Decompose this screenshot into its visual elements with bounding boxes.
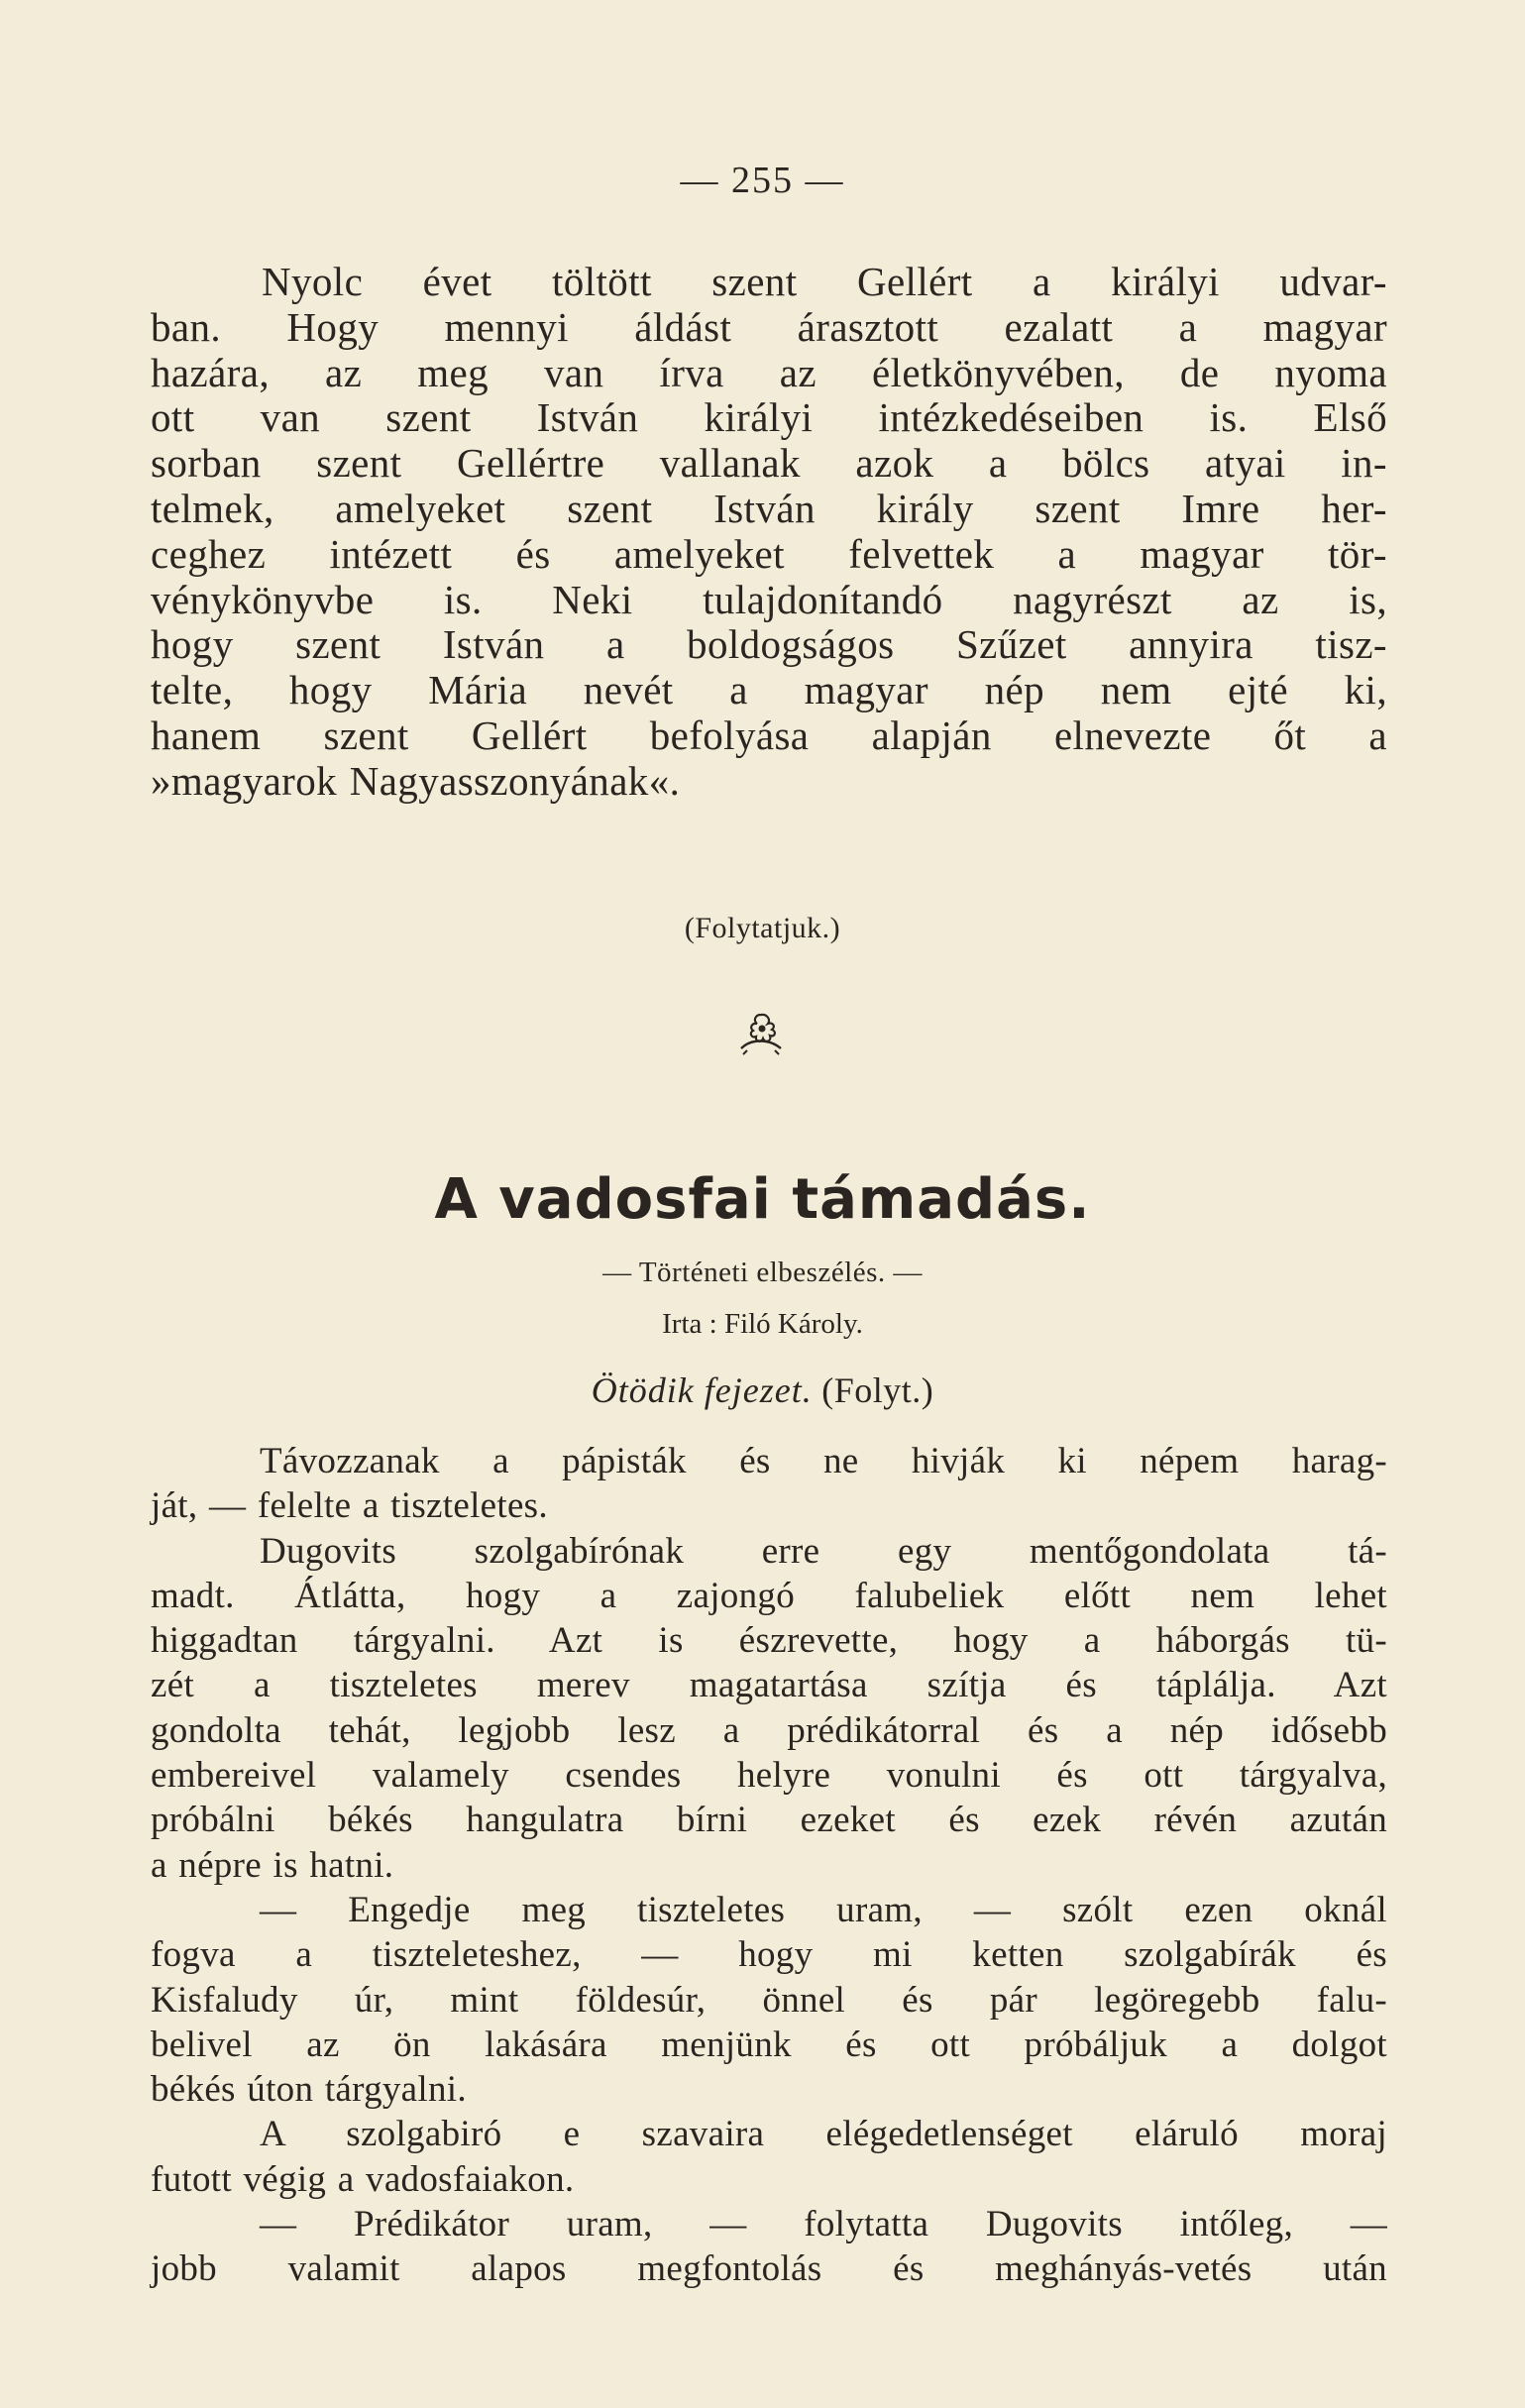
text-line: embereivel valamely csendes helyre vonulni és ott tárgyalva, [151,1755,1387,1797]
story-author: Irta : Filó Károly. [662,1308,863,1340]
story-title: A vadosfai támadás. [434,1167,1091,1232]
text-line: vénykönyvbe is. Neki tulajdonítandó nagyrészt az is, [151,576,1387,622]
floral-ornament-icon [735,1009,787,1056]
page-number: — 255 — [680,160,845,201]
story-text [151,1439,1387,2292]
text-line: — Prédikátor uram, — folytatta Dugovits intőleg, — [260,2204,1387,2245]
text-line: ban. Hogy mennyi áldást árasztott ezalatt a magyar [151,303,1387,350]
text-line: futott végig a vadosfaiakon. [151,2158,575,2200]
text-line: próbálni békés hangulatra bírni ezeket és ezek révén azután [151,1800,1387,1841]
text-line: a népre is hatni. [151,1844,394,1886]
text-line: Nyolc évet töltött szent Gellért a királyi udvar- [262,259,1387,304]
chapter-continued: (Folyt.) [812,1370,934,1410]
text-line: hogy szent István a boldogságos Szűzet annyira tisz- [151,621,1387,668]
text-line: A szolgabiró e szavaira elégedetlenséget eláruló moraj [260,2114,1387,2155]
text-line: telte, hogy Mária nevét a magyar nép nem ejté ki, [151,667,1387,713]
text-line: »magyarok Nagyasszonyának«. [151,757,681,804]
paragraph-gellert [151,260,1387,805]
text-line: ját, — felelte a tiszteletes. [151,1485,548,1527]
text-line: Kisfaludy úr, mint földesúr, önnel és pár legöregebb falu- [151,1979,1387,2021]
text-line: belivel az ön lakására menjünk és ott próbáljuk a dolgot [151,2024,1387,2065]
chapter-heading [0,1369,1525,1411]
text-line: sorban szent Gellértre vallanak azok a bölcs atyai in- [151,440,1387,487]
text-line: zét a tiszteletes merev magatartása szítja és táplálja. Azt [151,1665,1387,1706]
text-line: békés úton tárgyalni. [151,2069,467,2111]
text-line: telmek, amelyeket szent István király szent Imre her- [151,485,1387,531]
text-line: ott van szent István királyi intézkedéseiben is. Első [151,394,1387,441]
text-line: fogva a tiszteleteshez, — hogy mi ketten szolgabírák és [151,1934,1387,1976]
story-subtitle: — Történeti elbeszélés. — [602,1257,923,1288]
text-line: higgadtan tárgyalni. Azt is észrevette, hogy a háborgás tü- [151,1620,1387,1662]
text-line: — Engedje meg tiszteletes uram, — szólt ezen oknál [260,1889,1387,1930]
text-line: Dugovits szolgabírónak erre egy mentőgondolata tá- [260,1530,1387,1572]
text-line: madt. Átlátta, hogy a zajongó falubeliek előtt nem lehet [151,1575,1387,1616]
text-line: hazára, az meg van írva az életkönyvében, de nyoma [151,349,1387,395]
text-line: gondolta tehát, legjobb lesz a prédikátorral és a nép idősebb [151,1709,1387,1751]
text-line: hanem szent Gellért befolyása alapján elnevezte őt a [151,711,1387,758]
text-line: Távozzanak a pápisták és ne hivják ki népem harag- [260,1441,1387,1481]
text-line: ceghez intézett és amelyeket felvettek a magyar tör- [151,530,1387,577]
chapter-number: Ötödik fejezet. [591,1370,813,1410]
continued-note: (Folytatjuk.) [684,912,841,944]
text-line: jobb valamit alapos megfontolás és meghányás-vetés után [151,2248,1387,2290]
